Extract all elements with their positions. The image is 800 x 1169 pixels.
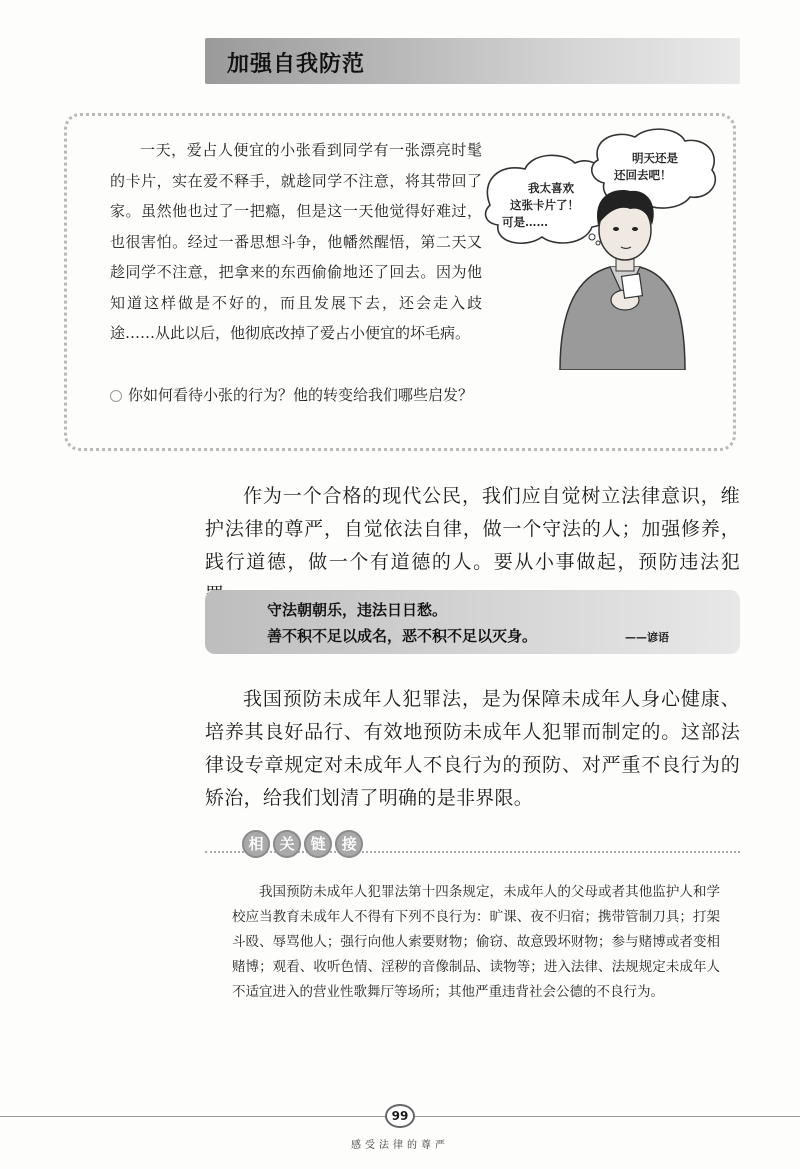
body-paragraph-2: 我国预防未成年人犯罪法，是为保障未成年人身心健康、培养其良好品行、有效地预防未成年人犯罪而制定的。这部法律设专章规定对未成年人不良行为的预防、对严重不良行为的矫治，给我们划清了明确的是非界限。 — [205, 688, 740, 809]
badge-char-1: 相 — [242, 830, 270, 858]
related-link-badge — [242, 830, 361, 858]
story-question-text: 你如何看待小张的行为？他的转变给我们哪些启发？ — [128, 386, 474, 404]
bubble-left-line-1: 我太喜欢 — [528, 181, 574, 195]
page-number: 99 — [385, 1104, 415, 1128]
story-question — [110, 380, 482, 410]
story-text: 一天，爱占人便宜的小张看到同学有一张漂亮时髦的卡片，实在爱不释手，就趁同学不注意，将其带回了家。虽然他也过了一把瘾，但是这一天他觉得好难过，也很害怕。经过一番思想斗争，他幡然醒悟，第二天又趁同学不注意，把拿来的东西偷偷地还了回去。因为他知道这样做是不好的，而且发展下去，还会走入歧途……从此以后，他彻底改掉了爱占小便宜的坏毛病。 — [110, 141, 482, 342]
badge-char-3: 链 — [304, 830, 332, 858]
thought-bubble-left — [500, 180, 620, 270]
footer-title: 感受法律的尊严 — [351, 1140, 449, 1151]
related-link-text: 我国预防未成年人犯罪法第十四条规定，未成年人的父母或者其他监护人和学校应当教育未成年人不得有下列不良行为：旷课、夜不归宿；携带管制刀具；打架斗殴、辱骂他人；强行向他人索要财物；偷窃、故意毁坏财物；参与赌博或者变相赌博；观看、收听色情、淫秽的音像制品、读物等；进入法律、法规规定未成年人不适宜进入的营业性歌舞厅等场所；其他严重违背社会公德的不良行为。 — [232, 884, 720, 1000]
proverb-line-2: 善不积不足以成名，恶不积不足以灭身。 — [267, 627, 538, 645]
badge-char-4: 接 — [335, 830, 363, 858]
proverb-line-1: 守法朝朝乐，违法日日愁。 — [267, 601, 448, 619]
section-title: 加强自我防范 — [227, 52, 366, 77]
proverb-source: ——谚语 — [625, 631, 669, 644]
bubble-right-line-2: 还回去吧！ — [614, 168, 672, 182]
badge-char-2: 关 — [273, 830, 301, 858]
proverb-box — [205, 590, 740, 654]
thought-bubble-right — [612, 150, 732, 222]
bubble-right-line-1: 明天还是 — [632, 151, 678, 165]
bubble-left-line-3: 可是…… — [502, 215, 548, 229]
body-paragraph-1: 作为一个合格的现代公民，我们应自觉树立法律意识，维护法律的尊严，自觉依法自律，做一个守法的人；加强修养，践行道德，做一个有道德的人。要从小事做起，预防违法犯 — [205, 485, 740, 573]
circle-bullet-icon — [110, 390, 122, 402]
section-heading-banner — [205, 38, 740, 84]
bubble-left-line-2: 这张卡片了！ — [510, 198, 579, 212]
